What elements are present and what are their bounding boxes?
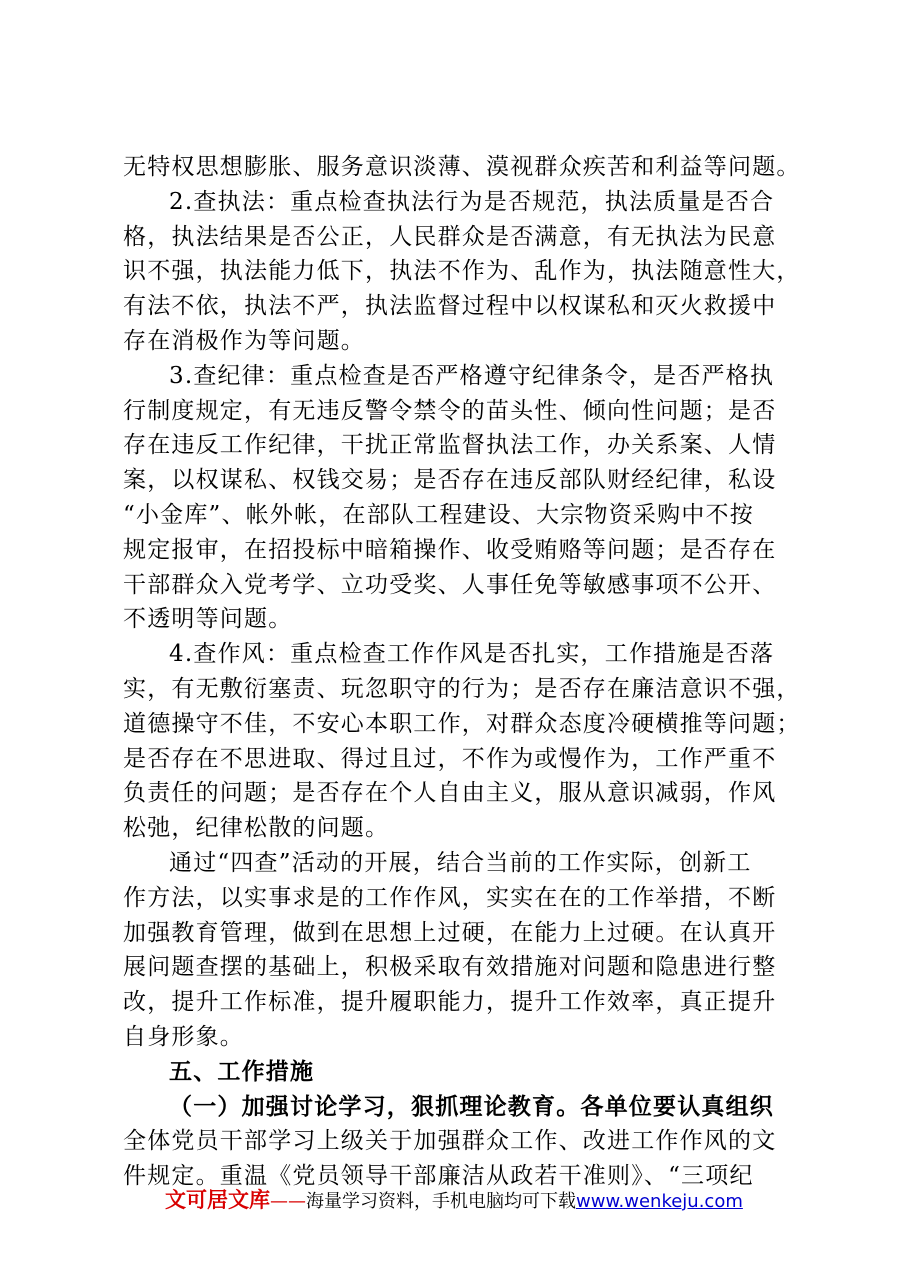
- body-line: 规定报审，在招投标中暗箱操作、收受贿赂等问题；是否存在: [123, 536, 777, 563]
- footer-watermark: [165, 1184, 743, 1214]
- body-line: 松弛，纪律松散的问题。: [123, 815, 390, 842]
- footer-link[interactable]: www.wenkeju.com: [576, 1191, 743, 1212]
- body-line: 无特权思想膨胀、服务意识淡薄、漠视群众疾苦和利益等问题。: [123, 154, 801, 180]
- body-line: 改，提升工作标准，提升履职能力，提升工作效率，真正提升: [123, 989, 777, 1016]
- body-line: 行制度规定，有无违反警令禁令的苗头性、倾向性问题；是否: [123, 397, 777, 424]
- body-line: 展问题查摆的基础上，积极采取有效措施对问题和隐患进行整: [123, 954, 777, 981]
- body-line: 2.查执法：重点检查执法行为是否规范，执法质量是否合: [169, 188, 775, 215]
- footer-dash: ——: [270, 1191, 306, 1212]
- body-line: 负责任的问题；是否存在个人自由主义，服从意识减弱，作风: [123, 780, 777, 807]
- body-line: 实，有无敷衍塞责、玩忽职守的行为；是否存在廉洁意识不强，: [123, 675, 801, 702]
- body-line: 存在消极作为等问题。: [123, 327, 365, 354]
- body-line: 作方法，以实事求是的工作作风，实实在在的工作举措，不断: [123, 884, 777, 911]
- body-line: 有法不依，执法不严，执法监督过程中以权谋私和灭火救援中: [123, 293, 777, 320]
- footer-brand: 文可居文库: [165, 1188, 270, 1212]
- body-line: 3.查纪律：重点检查是否严格遵守纪律条令，是否严格执: [169, 362, 775, 389]
- body-line: 干部群众入党考学、立功受奖、人事任免等敏感事项不公开、: [123, 571, 777, 598]
- subsection-line: （一）加强讨论学习，狠抓理论教育。各单位要认真组织: [169, 1092, 774, 1120]
- body-line: 4.查作风：重点检查工作作风是否扎实，工作措施是否落: [169, 641, 775, 668]
- body-line: 是否存在不思进取、得过且过，不作为或慢作为，工作严重不: [123, 745, 777, 772]
- body-line: 件规定。重温《党员领导干部廉洁从政若干准则》、“三项纪: [123, 1163, 754, 1190]
- body-line: 识不强，执法能力低下，执法不作为、乱作为，执法随意性大，: [123, 258, 801, 285]
- body-line: 自身形象。: [123, 1023, 244, 1050]
- body-line: 全体党员干部学习上级关于加强群众工作、改进工作作风的文: [123, 1128, 777, 1155]
- body-line: “小金库”、帐外帐，在部队工程建设、大宗物资采购中不按: [123, 501, 754, 528]
- section-heading: 五、工作措施: [169, 1058, 315, 1085]
- body-line: 通过“四查”活动的开展，结合当前的工作实际，创新工: [169, 849, 752, 876]
- body-line: 不透明等问题。: [123, 606, 293, 633]
- body-line: 案，以权谋私、权钱交易；是否存在违反部队财经纪律，私设: [123, 467, 777, 494]
- body-line: 道德操守不佳，不安心本职工作，对群众态度冷硬横推等问题；: [123, 710, 801, 737]
- body-line: 格，执法结果是否公正，人民群众是否满意，有无执法为民意: [123, 223, 777, 250]
- document-body: [123, 150, 801, 1194]
- footer-slogan: 海量学习资料，手机电脑均可下载: [306, 1191, 576, 1212]
- body-line: 加强教育管理，做到在思想上过硬，在能力上过硬。在认真开: [123, 919, 777, 946]
- body-line: 存在违反工作纪律，干扰正常监督执法工作，办关系案、人情: [123, 432, 777, 459]
